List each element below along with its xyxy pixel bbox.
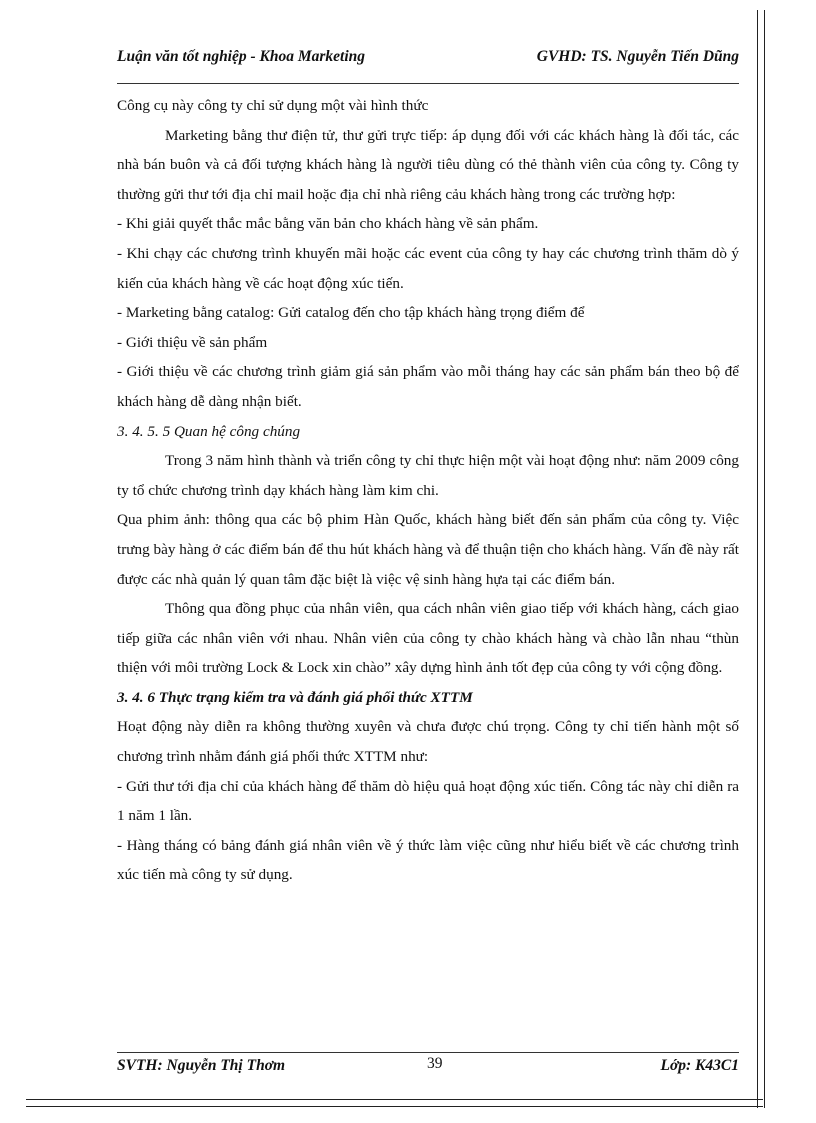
header-thesis-title: Luận văn tốt nghiệp - Khoa Marketing xyxy=(117,48,366,65)
list-item: - Hàng tháng có bảng đánh giá nhân viên về ý thức làm việc cũng như hiểu biết về các chương trình xúc tiến mà công ty sử dụng. xyxy=(117,836,739,884)
paragraph-films: Qua phim ảnh: thông qua các bộ phim Hàn Quốc, khách hàng biết đến sản phẩm của công ty. Việc trưng bày hàng ở các điểm bán để thu hút khách hàng và để thuận tiện cho khách hàng. Vấn đề này rất được các nhà quản lý quan tâm đặc biệt là việc vệ sinh hàng hựa tại các điểm bán. xyxy=(117,511,739,588)
list-item: - Giới thiệu về sản phẩm xyxy=(117,333,268,351)
page-border-bottom xyxy=(26,1099,763,1107)
page-header xyxy=(117,48,739,72)
paragraph-intro: Công cụ này công ty chỉ sử dụng một vài hình thức xyxy=(117,97,429,114)
list-item: - Khi giải quyết thắc mắc bằng văn bản cho khách hàng về sản phẩm. xyxy=(117,215,539,233)
footer-divider xyxy=(117,1052,739,1053)
paragraph-pr-activities: Trong 3 năm hình thành và triển công ty chỉ thực hiện một vài hoạt động như: năm 2009 công ty tổ chức chương trình dạy khách hàng làm kim chi. xyxy=(117,452,739,499)
list-item: - Marketing bằng catalog: Gửi catalog đến cho tập khách hàng trọng điểm để xyxy=(117,304,585,322)
paragraph-email-marketing: Marketing bằng thư điện tử, thư gửi trực tiếp: áp dụng đối với các khách hàng là đối tác, các nhà bán buôn và cả đối tượng khách hàng là người tiêu dùng có thẻ thành viên của công ty. Công ty thường gửi thư tới địa chỉ mail hoặc địa chỉ nhà riêng cảu khách hàng trong các trường hợp: xyxy=(117,126,739,203)
page-footer xyxy=(117,1055,739,1079)
footer-class: Lớp: K43C1 xyxy=(660,1057,739,1074)
paragraph-uniforms: Thông qua đồng phục của nhân viên, qua cách nhân viên giao tiếp với khách hàng, cách giao tiếp giữa các nhân viên với nhau. Nhân viên của công ty chào khách hàng và chào lẫn nhau “thùn thiện với môi trường Lock & Lock xin chào” xây dựng hình ảnh tốt đẹp của công ty với cộng đồng. xyxy=(117,600,739,677)
section-heading-public-relations: 3. 4. 5. 5 Quan hệ công chúng xyxy=(117,422,301,440)
header-divider xyxy=(117,83,739,84)
section-heading-evaluation: 3. 4. 6 Thực trạng kiểm tra và đánh giá phối thức XTTM xyxy=(117,688,473,706)
paragraph-evaluation: Hoạt động này diễn ra không thường xuyên và chưa được chú trọng. Công ty chỉ tiến hành một số chương trình nhằm đánh giá phối thức XTTM như: xyxy=(117,718,739,766)
list-item: - Gửi thư tới địa chỉ của khách hàng để thăm dò hiệu quả hoạt động xúc tiến. Công tác này chỉ diễn ra 1 năm 1 lần. xyxy=(117,777,739,825)
list-item: - Giới thiệu về các chương trình giảm giá sản phẩm vào mỗi tháng hay các sản phẩm bán theo bộ để khách hàng dễ dàng nhận biết. xyxy=(117,363,739,410)
list-item: - Khi chạy các chương trình khuyến mãi hoặc các event của công ty hay các chương trình thăm dò ý kiến của khách hàng về các hoạt động xúc tiến. xyxy=(117,244,739,292)
page-body xyxy=(117,91,739,890)
footer-student-name: SVTH: Nguyễn Thị Thơm xyxy=(117,1057,286,1074)
header-supervisor: GVHD: TS. Nguyễn Tiến Dũng xyxy=(536,48,739,65)
page-border-right xyxy=(757,10,765,1108)
page-number: 39 xyxy=(427,1055,443,1072)
